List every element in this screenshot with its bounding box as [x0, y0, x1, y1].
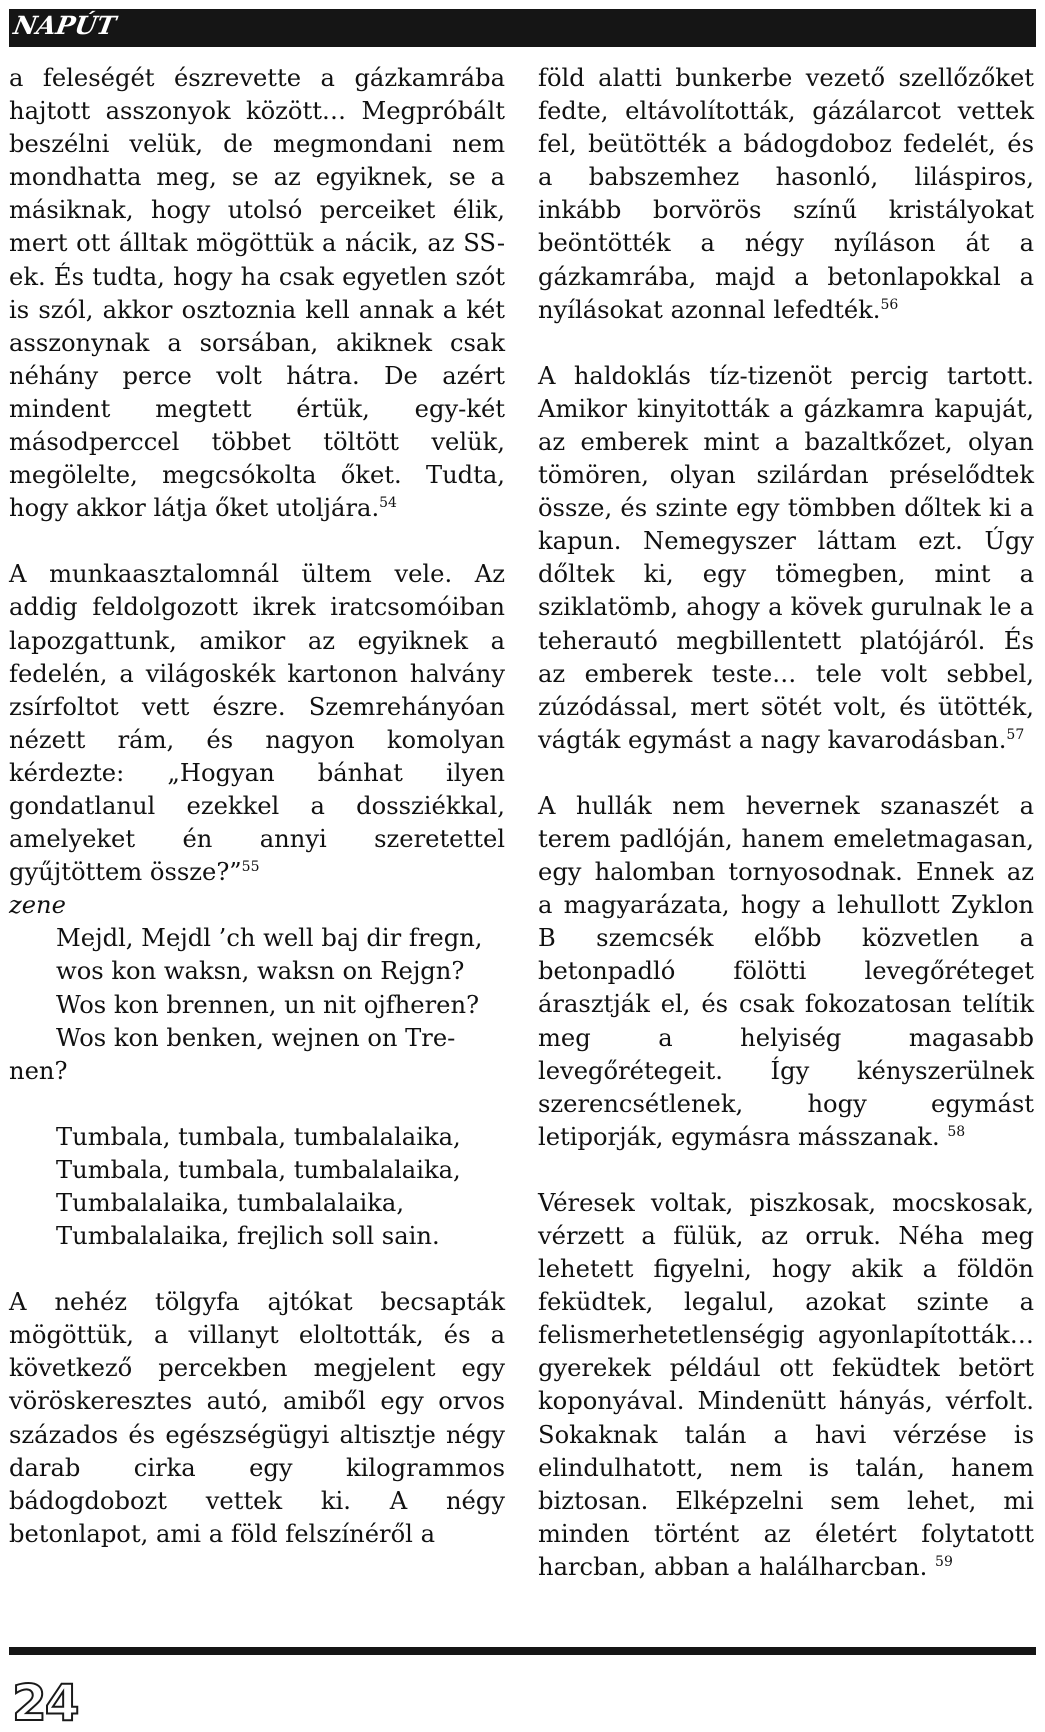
verse-line: Mejdl, Mejdl ’ch well baj dir fregn,: [56, 924, 483, 953]
verse-line: Tumbala, tumbala, tumbalalaika,: [56, 1155, 461, 1184]
verse-line: Wos kon benken, wejnen on Tre-: [56, 1023, 456, 1052]
paragraph-text: A nehéz tölgyfa ajtókat becsapták mögöttük, a villanyt eloltották, és a következő percekben megjelent egy vöröskeresztes autó, amiből egy orvos százados és egészségügyi altisztje négy darab cirka egy kilogrammos bádogdobozt vettek ki. A négy betonlapot, ami a föld felszínéről a: [9, 1288, 505, 1548]
verse-line: Tumbalalaika, frejlich soll sain.: [56, 1222, 440, 1251]
paragraph-text: A munkaasztalomnál ültem vele. Az addig feldolgozott ikrek iratcsomóiban lapozgattunk, amikor az egyiknek a fedelén, a világoskék kartonon halvány zsírfoltot vett észre. Szemrehányóan nézett rám, és nagyon komolyan kérdezte: „Hogyan bánhat ilyen gondatlanul ezekkel a dossziékkal, amelyeket én annyi szeretettel gyűjtöttem össze?”: [9, 560, 505, 887]
song-verse-1: [9, 922, 505, 1087]
magazine-logo: NAPÚT: [11, 11, 119, 40]
footnote-ref: 54: [379, 495, 397, 512]
song-verse-2: [9, 1121, 505, 1253]
verse-line: wos kon waksn, waksn on Rejgn?: [56, 957, 465, 986]
paragraph-text: a feleségét észrevette a gázkamrába hajtott asszonyok között… Megpróbált beszélni velük, de megmondani nem mondhatta meg, se az egyiknek, se a másiknak, hogy utolsó perceiket élik, mert ott álltak mögöttük a nácik, az SS-ek. És tudta, hogy ha csak egyetlen szót is szól, akkor osztoznia kell annak a két asszonynak a sorsában, akiknek csak néhány perce volt hátra. De azért mindent megtett értük, egy-két másodperccel többet töltött velük, megölelte, megcsókolta őket. Tudta, hogy akkor látja őket utoljára.: [9, 64, 505, 523]
paragraph: [9, 558, 505, 889]
verse-line: nen?: [9, 1056, 68, 1085]
footnote-ref: 56: [880, 296, 899, 313]
paragraph: [538, 360, 1034, 757]
footnote-ref: 55: [241, 859, 260, 876]
footnote-ref: 59: [935, 1553, 953, 1570]
paragraph: [538, 62, 1034, 327]
paragraph-text: föld alatti bunkerbe vezető szellőzőket fedte, eltávolították, gázálarcot vettek fel, beütötték a bádogdoboz fedelét, és a babszemhez hasonló, liláspiros, inkább borvörös színű kristályokat beöntötték a négy nyíláson át a gázkamrába, majd a betonlapokkal a nyílásokat azonnal lefedték.: [538, 64, 1034, 324]
right-column: [538, 62, 1034, 1584]
song-label: zene: [9, 891, 66, 920]
verse-line: Tumbalalaika, tumbalalaika,: [56, 1189, 405, 1217]
paragraph: [538, 790, 1034, 1154]
paragraph: [9, 1286, 505, 1551]
bottom-rule: [9, 1647, 1036, 1655]
page-number: 24: [12, 1674, 78, 1732]
verse-line: Wos kon brennen, un nit ojfheren?: [56, 990, 480, 1019]
paragraph: [538, 1187, 1034, 1584]
paragraph-text: A hullák nem hevernek szanaszét a terem padlóján, hanem emeletmagasan, egy halomban tornyosodnak. Ennek az a magyarázata, hogy a lehullott Zyklon B szemcsék előbb közvetlen a betonpadló fölötti levegőréteget árasztják el, és csak fokozatosan telítik meg a helyiség magasabb levegőrétegeit. Így kényszerülnek szerencsétlenek, hogy egymást letiporják, egymásra másszanak.: [538, 791, 1034, 1151]
paragraph-text: A haldoklás tíz-tizenöt percig tartott. Amikor kinyitották a gázkamra kapuját, az emberek mint a bazaltkőzet, olyan tömören, olyan szilárdan préselődtek össze, és szinte egy tömbben dőltek ki a kapun. Nemegyszer láttam ezt. Úgy dőltek ki, egy tömegben, mint a sziklatömb, ahogy a kövek gurulnak le a teherautó megbillentett platójáról. És az emberek teste… tele volt sebbel, zúzódással, mert sötét volt, és ütötték, vágták egymást a nagy kavarodásban.: [538, 361, 1034, 754]
left-column: [9, 62, 505, 1551]
paragraph-text: Véresek voltak, piszkosak, mocskosak, vérzett a fülük, az orruk. Néha meg lehetett figyelni, hogy akik a földön feküdtek, legalul, azokat szinte a felismerhetetlenségig agyonlapították… gyerekek például ott feküdtek betört koponyával. Mindenütt hányás, vérfolt. Sokaknak talán a havi vérzése is elindulhatott, nem is talán, hanem biztosan. Elképzelni sem lehet, mi minden történt az életért folytatott harcban, abban a halálharcban.: [538, 1188, 1034, 1581]
verse-line: Tumbala, tumbala, tumbalalaika,: [56, 1122, 461, 1151]
footnote-ref: 58: [947, 1123, 966, 1140]
header-bar: [9, 9, 1036, 47]
paragraph: [9, 62, 505, 525]
footnote-ref: 57: [1006, 726, 1025, 743]
